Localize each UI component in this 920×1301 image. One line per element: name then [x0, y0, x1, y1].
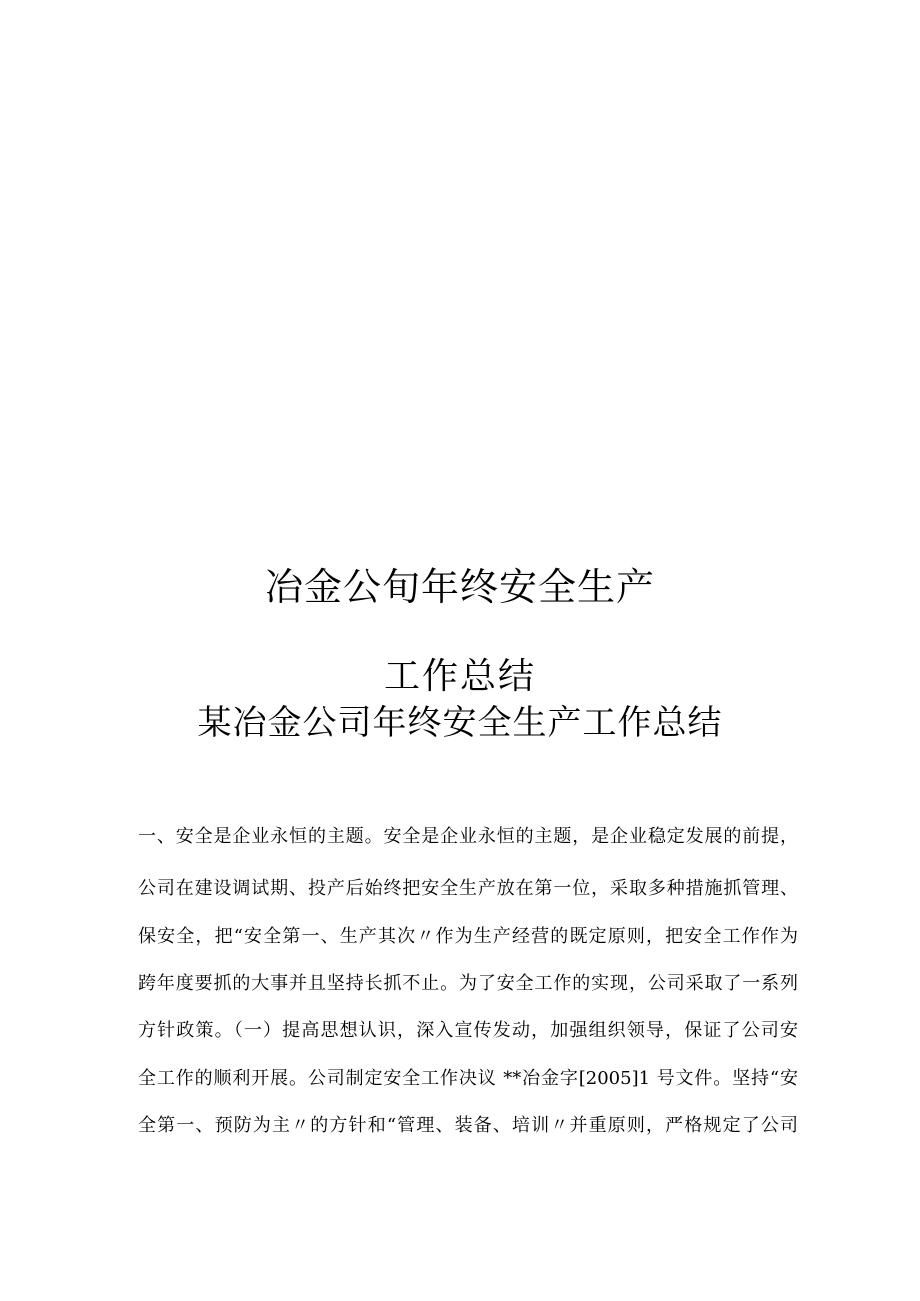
- body-line: 方针政策。（一）提高思想认识，深入宣传发动，加强组织领导，保证了公司安: [138, 1020, 798, 1041]
- document-title-line2: 工作总结: [383, 656, 536, 697]
- body-line: 保安全，把“安全第一、生产其次〃作为生产经营的既定原则，把安全工作作为: [138, 926, 798, 947]
- body-line: 全工作的顺利开展。公司制定安全工作决议 **冶金字[2005]1 号文件。坚持“安: [138, 1068, 798, 1089]
- body-line: 一、安全是企业永恒的主题。安全是企业永恒的主题，是企业稳定发展的前提，: [138, 826, 798, 847]
- document-title: 冶金公旬年终安全生产: [264, 565, 655, 609]
- body-line: 公司在建设调试期、投产后始终把安全生产放在第一位，采取多种措施抓管理、: [138, 878, 798, 899]
- body-line: 全第一、预防为主〃的方针和“管理、装备、培训〃并重原则，严格规定了公司: [138, 1115, 798, 1136]
- document-subtitle: 某冶金公司年终安全生产工作总结: [197, 703, 723, 743]
- body-line: 跨年度要抓的大事并且坚持长抓不止。为了安全工作的实现，公司采取了一系列: [138, 973, 798, 994]
